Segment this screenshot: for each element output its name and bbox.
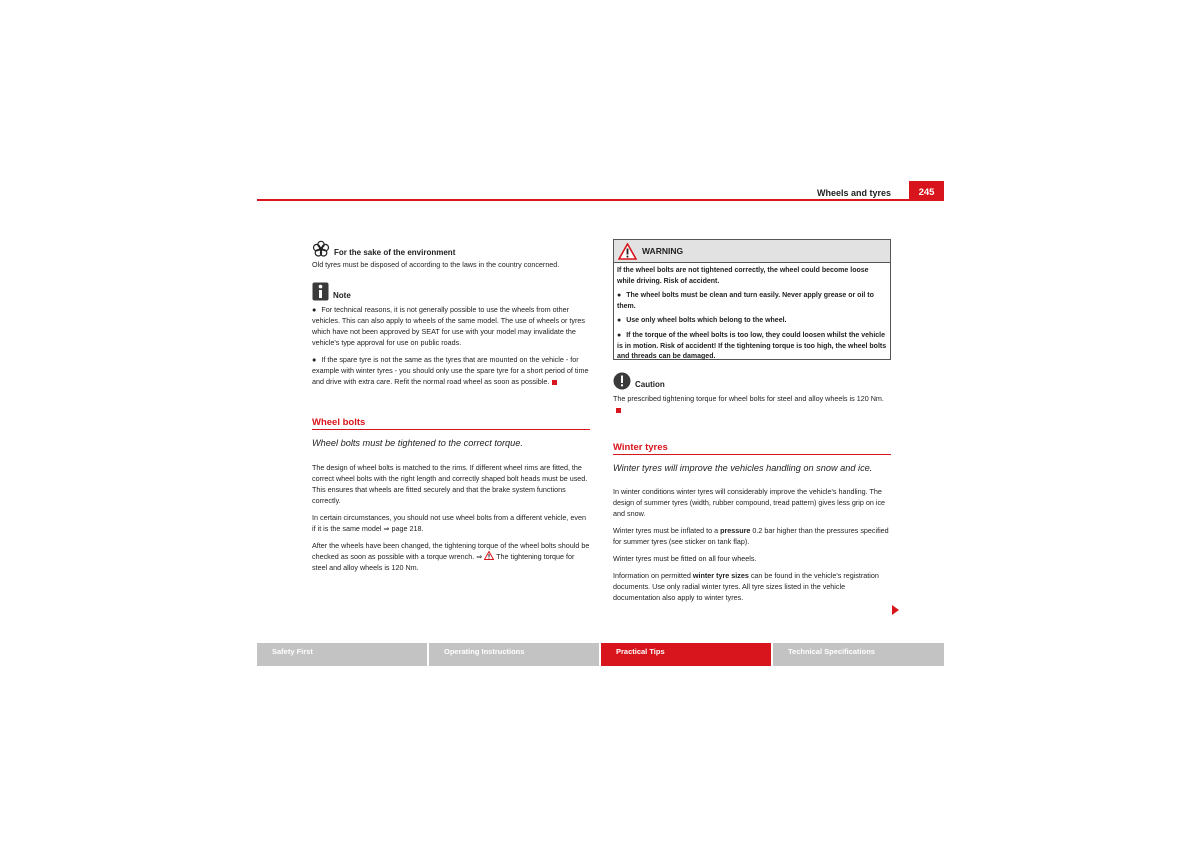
warning-bullet-2-text: Use only wheel bolts which belong to the wheel. <box>626 317 787 325</box>
next-page-arrow-icon[interactable] <box>892 605 899 615</box>
right-column <box>613 372 891 609</box>
warning-bullet-1-text: The wheel bolts must be clean and turn easily. Never apply grease or oil to them. <box>617 292 874 310</box>
wheel-bolts-p3-a: After the wheels have been changed, the tightening torque of the wheel bolts should be checked as soon as possible with a torque wrench. ⇒ <box>312 541 590 561</box>
warning-bullet-3 <box>617 331 887 363</box>
winter-p2-bold: pressure <box>720 526 751 535</box>
warning-box <box>613 239 891 360</box>
winter-p1: In winter conditions winter tyres will considerably improve the vehicle's handling. The design of summer tyres (width, rubber compound, tread pattern) gives less grip on ice and snow. <box>613 487 886 518</box>
bullet-dot: ● <box>617 317 622 325</box>
footer-tab-safety-first[interactable]: Safety First <box>257 643 427 666</box>
wheel-bolts-lead: Wheel bolts must be tightened to the correct torque. <box>312 438 523 448</box>
wheel-bolts-heading: Wheel bolts <box>312 417 590 430</box>
warning-bullet-1 <box>617 291 887 312</box>
bullet-dot: ● <box>617 331 622 339</box>
winter-p4-a: Information on permitted <box>613 571 693 580</box>
section-title: Wheels and tyres <box>816 188 891 198</box>
footer-tab-technical-specifications[interactable]: Technical Specifications <box>773 643 944 666</box>
header-rule <box>257 199 944 201</box>
info-icon <box>312 282 329 301</box>
warning-bullet-2 <box>617 316 887 327</box>
warning-p1: If the wheel bolts are not tightened correctly, the wheel could become loose while driving. Risk of accident. <box>617 267 869 285</box>
footer-tab-practical-tips[interactable]: Practical Tips <box>601 643 771 666</box>
page-ref-link[interactable]: ⇒ page 218. <box>383 524 424 533</box>
winter-p3: Winter tyres must be fitted on all four wheels. <box>613 554 757 563</box>
caution-text <box>613 393 891 415</box>
caution-icon <box>613 372 631 390</box>
flower-icon <box>312 240 330 258</box>
left-column <box>312 240 590 579</box>
caution-text-body: The prescribed tightening torque for wheel bolts for steel and alloy wheels is 120 Nm. <box>613 394 884 403</box>
note-heading-text: Note <box>333 291 351 300</box>
wheel-bolts-p3-b: The tightening torque for steel and alloy wheels is 120 Nm. <box>312 552 575 572</box>
winter-p4-bold: winter tyre sizes <box>692 571 749 580</box>
end-marker <box>616 408 621 413</box>
caution-heading-text: Caution <box>635 380 665 389</box>
bullet-dot: ● <box>312 305 317 314</box>
note-bullet-1 <box>312 304 590 348</box>
winter-p2-a: Winter tyres must be inflated to a <box>613 526 721 535</box>
wheel-bolts-p3 <box>312 540 590 573</box>
winter-p2-b: 0.2 bar higher than the pressures specified for summer tyres (see sticker on tank flap). <box>613 526 889 546</box>
warning-body <box>614 263 890 363</box>
environment-heading <box>312 240 590 258</box>
winter-p4 <box>613 570 891 603</box>
wheel-bolts-p2 <box>312 512 590 534</box>
page-number: 245 <box>909 181 944 201</box>
winter-tyres-lead: Winter tyres will improve the vehicles handling on snow and ice. <box>613 463 873 473</box>
warning-triangle-icon[interactable] <box>484 551 494 560</box>
footer-tab-operating-instructions[interactable]: Operating Instructions <box>429 643 599 666</box>
environment-heading-text: For the sake of the environment <box>334 248 456 257</box>
wheel-bolts-p2-text: In certain circumstances, you should not use wheel bolts from a different vehicle, even if it is the same model <box>312 513 586 533</box>
end-marker <box>552 380 557 385</box>
caution-heading <box>613 372 891 390</box>
warning-header <box>614 240 890 263</box>
wheel-bolts-p1: The design of wheel bolts is matched to the rims. If different wheel rims are fitted, the correct wheel bolts with the right length and correctly shaped bolt heads must be used. This ensures that wheels are fitted securely and that the brake system functions correctly. <box>312 463 588 505</box>
note-bullet-1-text: For technical reasons, it is not generally possible to use the wheels from other vehicles. This can also apply to wheels of the same model. The use of wheels or tyres which have not been approved by SEAT for use with your model may invalidate the vehicle's type approval for use on public roads. <box>312 305 585 347</box>
bullet-dot: ● <box>617 292 622 300</box>
bullet-dot: ● <box>312 355 317 364</box>
winter-p4-b: can be found in the vehicle's registration documents. Use only radial winter tyres. All tyre sizes listed in the vehicle documentation also apply to winter tyres. <box>613 571 879 602</box>
note-bullet-2-text: If the spare tyre is not the same as the tyres that are mounted on the vehicle - for example with winter tyres - you should only use the spare tyre for a short period of time and drive with extra care. Refit the normal road wheel as soon as possible. <box>312 355 589 386</box>
winter-p2 <box>613 525 891 547</box>
environment-text: Old tyres must be disposed of according to the laws in the country concerned. <box>312 260 560 269</box>
warning-bullet-3-text: If the torque of the wheel bolts is too low, they could loosen whilst the vehicle is in motion. Risk of accident! If the tightening torque is too high, the wheel bolts and threads can be damaged. <box>617 331 887 361</box>
note-heading <box>312 282 590 301</box>
note-bullet-2 <box>312 354 590 387</box>
warning-heading: WARNING <box>642 246 684 256</box>
warning-icon <box>618 243 637 260</box>
winter-tyres-heading: Winter tyres <box>613 442 891 455</box>
